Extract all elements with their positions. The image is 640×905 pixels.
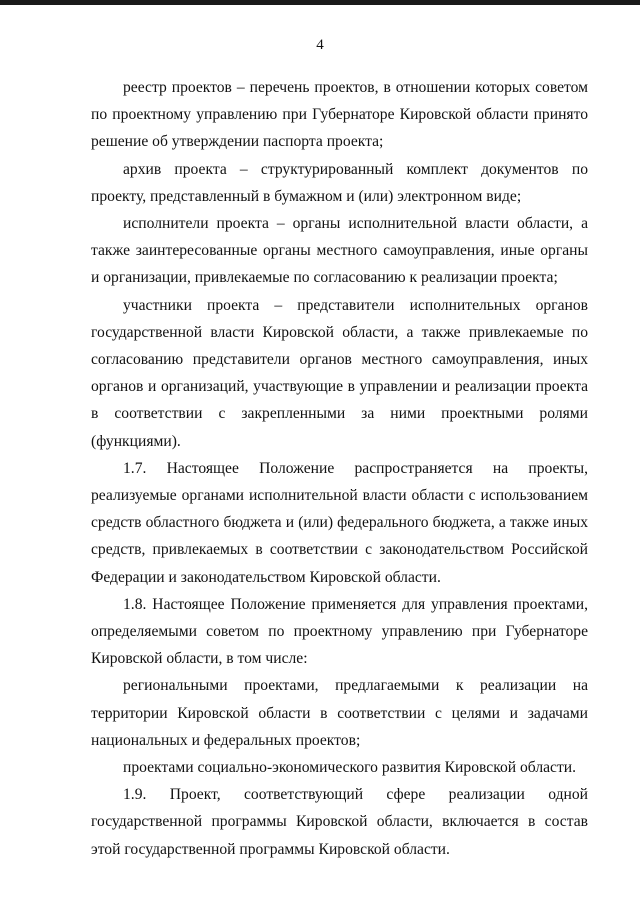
paragraph-clause-1-9: 1.9. Проект, соответствующий сфере реализации одной государственной программы Кировской области, включается в состав этой государственной программы Кировской области. [91, 786, 588, 858]
page-number: 4 [316, 37, 324, 53]
document-body [91, 74, 588, 863]
paragraph-socioeconomic-projects: проектами социально-экономического развития Кировской области. [123, 759, 577, 777]
paragraph-project-participants: участники проекта – представители исполнительных органов государственной власти Кировской области, а также привлекаемые по согласованию представители органов местного самоуправления, иных органов и организаций, участвующие в управлении и реализации проекта в соответствии с закрепленными за ними проектными ролями (функциями). [91, 296, 588, 450]
paragraph-project-archive: архив проекта – структурированный комплект документов по проекту, представленный в бумажном и (или) электронном виде; [91, 160, 588, 205]
paragraph-clause-1-8: 1.8. Настоящее Положение применяется для управления проектами, определяемыми советом по проектному управлению при Губернаторе Кировской области, в том числе: [91, 595, 588, 668]
paragraph-clause-1-7: 1.7. Настоящее Положение распространяется на проекты, реализуемые органами исполнительной власти области с использованием средств областного бюджета и (или) федерального бюджета, а также иных средств, привлекаемых в соответствии с законодательством Российской Федерации и законодательством Кировской области. [91, 459, 588, 586]
paragraph-regional-projects: региональными проектами, предлагаемыми к реализации на территории Кировской области в соответствии с целями и задачами национальных и федеральных проектов; [91, 677, 588, 749]
paragraph-project-executors: исполнители проекта – органы исполнительной власти области, а также заинтересованные органы местного самоуправления, иные органы и организации, привлекаемые по согласованию к реализации проекта; [91, 215, 588, 287]
top-border-rule [0, 0, 640, 5]
paragraph-project-registry: реестр проектов – перечень проектов, в отношении которых советом по проектному управлению при Губернаторе Кировской области принято решение об утверждении паспорта проекта; [91, 79, 588, 151]
